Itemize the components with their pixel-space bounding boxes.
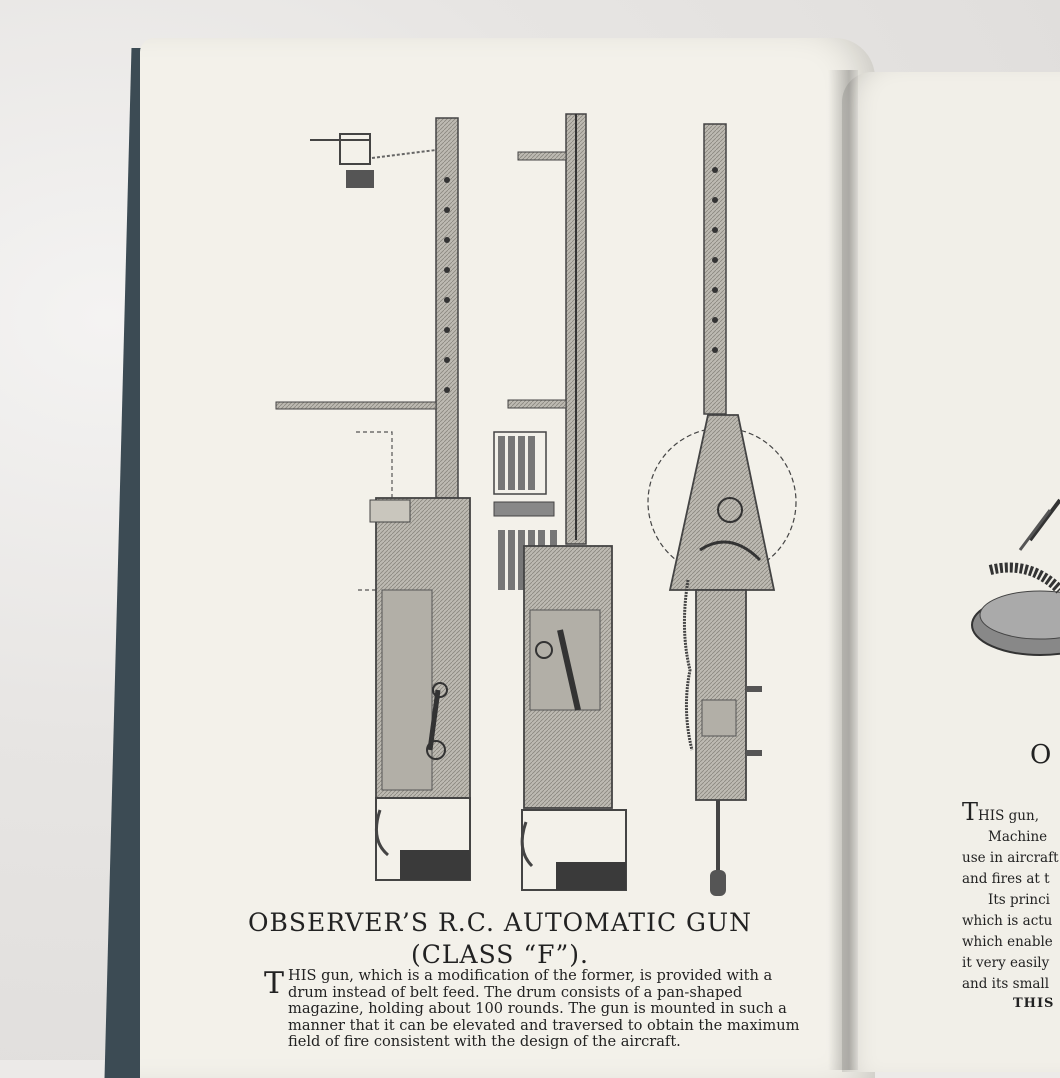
right-page-line: THIS gun,	[962, 798, 1039, 826]
gun-description	[264, 968, 836, 1051]
gun-illustration	[260, 110, 820, 910]
right-dropcap: T	[962, 798, 979, 826]
right-page-line: it very easily	[962, 955, 1050, 971]
description-line: field of fire consistent with the design of the aircraft.	[288, 1033, 681, 1050]
description-line: magazine, holding about 100 rounds. The gun is mounted in such a	[288, 1000, 787, 1017]
right-page-line: and fires at t	[962, 871, 1050, 887]
dropcap: T	[264, 966, 285, 1001]
gun-top-view	[648, 124, 796, 896]
gun-side-view	[276, 118, 470, 880]
gun-title: OBSERVER’S R.C. AUTOMATIC GUN	[248, 908, 752, 937]
right-page-line: and its small	[962, 976, 1050, 992]
gun-section-view	[494, 114, 626, 890]
gun-class-label: (CLASS “F”).	[411, 940, 589, 969]
right-page-line: which enable	[962, 934, 1053, 950]
right-page-line: use in aircraft	[962, 850, 1059, 866]
right-page-footer: THIS	[1013, 996, 1055, 1011]
right-page-text	[962, 798, 1060, 995]
right-page-line: which is actu	[962, 913, 1053, 929]
description-line: drum instead of belt feed. The drum consists of a pan-shaped	[288, 983, 743, 1001]
right-page-line: Machine	[988, 829, 1048, 845]
description-line: manner that it can be elevated and traversed to obtain the maximum	[288, 1016, 800, 1034]
description-line: THIS gun, which is a modification of the former, is provided with a	[264, 966, 773, 1001]
right-page-illustration	[970, 480, 1060, 670]
right-page-line: Its princi	[988, 892, 1050, 908]
right-page-heading: O	[1030, 740, 1052, 770]
